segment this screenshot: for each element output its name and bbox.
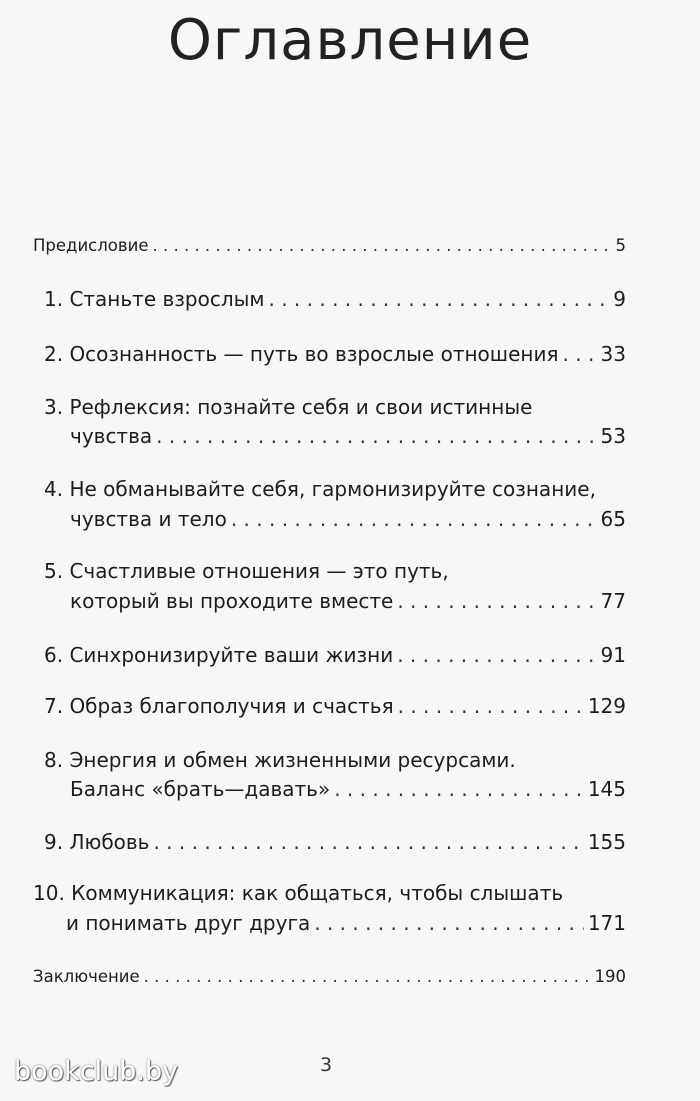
dot-leader — [397, 589, 596, 613]
toc-entry-page: 91 — [600, 643, 626, 667]
watermark: bookclub.by — [14, 1056, 179, 1087]
dot-leader — [152, 234, 611, 258]
toc-entry-3-first-line: 3. Рефлексия: познайте себя и свои истинные — [44, 395, 533, 419]
dot-leader — [563, 342, 597, 366]
toc-entry-title: Заключение — [33, 967, 140, 986]
page-title: Оглавление — [167, 8, 533, 73]
dot-leader — [314, 911, 584, 935]
toc-entry-page: 5 — [615, 236, 626, 255]
toc-entry-8-first-line: 8. Энергия и обмен жизненными ресурсами. — [44, 748, 516, 772]
toc-entry-4-first-line: 4. Не обманывайте себя, гармонизируйте сознание, — [44, 477, 596, 501]
toc-entry-3 — [70, 424, 626, 448]
toc-entry-title: 2. Осознанность — путь во взрослые отношения — [44, 342, 559, 366]
toc-entry-page: 155 — [587, 830, 626, 854]
toc-entry-title: который вы проходите вместе — [70, 589, 394, 613]
dot-leader — [144, 965, 591, 989]
toc-entry-page: 9 — [613, 287, 626, 311]
toc-entry-page: 129 — [587, 694, 626, 718]
toc-entry-1 — [44, 287, 626, 311]
toc-entry-10 — [66, 911, 626, 935]
toc-entry-page: 171 — [587, 911, 626, 935]
toc-entry-title: Баланс «брать—давать» — [70, 777, 331, 801]
toc-entry-7 — [44, 694, 626, 718]
toc-entry-title: 9. Любовь — [44, 830, 150, 854]
toc-entry-title: и понимать друг друга — [66, 911, 311, 935]
dot-leader — [397, 643, 596, 667]
toc-entry-page: 33 — [600, 342, 626, 366]
dot-leader — [334, 777, 584, 801]
toc-entry-page: 77 — [600, 589, 626, 613]
toc-entry-page: 53 — [600, 424, 626, 448]
dot-leader — [156, 424, 596, 448]
toc-entry-10-first-line: 10. Коммуникация: как общаться, чтобы слышать — [33, 881, 564, 905]
toc-entry-title: 6. Синхронизируйте ваши жизни — [44, 643, 394, 667]
dot-leader — [398, 694, 584, 718]
toc-entry-5 — [70, 589, 626, 613]
toc-entry-title: Предисловие — [33, 236, 149, 255]
toc-entry-page: 190 — [594, 967, 626, 986]
dot-leader — [269, 287, 610, 311]
toc-entry-2 — [44, 342, 626, 366]
dot-leader — [153, 830, 583, 854]
toc-entry-8 — [70, 777, 626, 801]
toc-entry-9 — [44, 830, 626, 854]
toc-entry-page: 145 — [587, 777, 626, 801]
toc-entry-preface — [33, 234, 626, 258]
toc-entry-title: 1. Станьте взрослым — [44, 287, 265, 311]
toc-entry-title: чувства и тело — [70, 507, 227, 531]
toc-entry-6 — [44, 643, 626, 667]
page-number: 3 — [320, 1054, 333, 1076]
toc-entry-5-first-line: 5. Счастливые отношения — это путь, — [44, 559, 449, 583]
toc-entry-conclusion — [33, 965, 626, 989]
toc-entry-title: чувства — [70, 424, 153, 448]
dot-leader — [231, 507, 597, 531]
toc-entry-page: 65 — [600, 507, 626, 531]
toc-entry-4 — [70, 507, 626, 531]
toc-entry-title: 7. Образ благополучия и счастья — [44, 694, 394, 718]
